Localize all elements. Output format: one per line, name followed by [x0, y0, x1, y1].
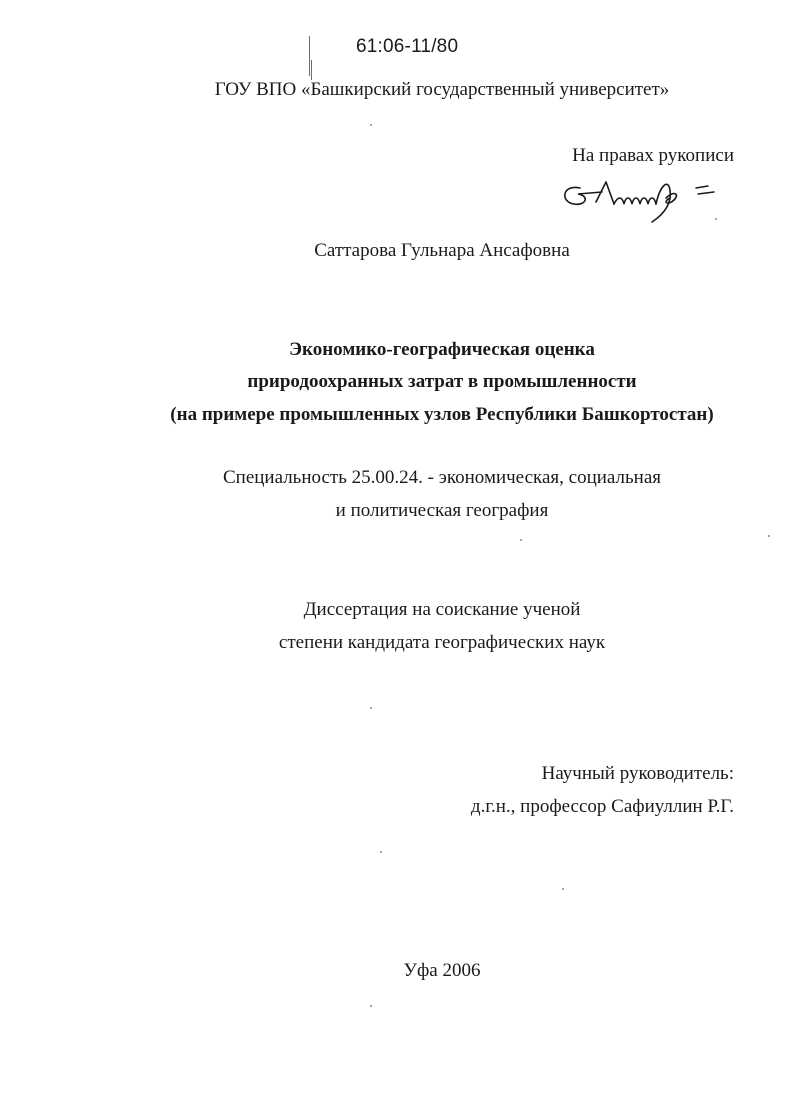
dissertation-line-2: степени кандидата географических наук — [278, 632, 606, 653]
dissertation-line-1: Диссертация на соискание ученой — [303, 599, 581, 620]
catalog-number: 61:06-11/80 — [356, 36, 459, 57]
title-line-2: природоохранных затрат в промышленности — [247, 371, 637, 392]
scan-speck — [768, 535, 770, 537]
specialty-line-1: Специальность 25.00.24. - экономическая, социальная — [222, 467, 661, 488]
scan-speck — [520, 539, 522, 541]
institution-name: ГОУ ВПО «Башкирский государственный университет» — [214, 79, 670, 100]
title-line-3: (на примере промышленных узлов Республики Башкортостан) — [170, 404, 714, 425]
supervisor-name: д.г.н., профессор Сафиуллин Р.Г. — [470, 796, 734, 817]
supervisor-label: Научный руководитель: — [541, 763, 734, 784]
author-name: Саттарова Гульнара Ансафовна — [314, 240, 570, 261]
scan-speck — [370, 124, 372, 126]
scan-speck — [370, 707, 372, 709]
city-year: Уфа 2006 — [403, 960, 481, 981]
scan-speck — [380, 851, 382, 853]
title-line-1: Экономико-географическая оценка — [289, 339, 595, 360]
signature — [556, 168, 726, 228]
scan-speck — [715, 218, 717, 220]
specialty-line-2: и политическая география — [335, 500, 549, 521]
scan-mark — [311, 60, 312, 80]
scan-speck — [562, 888, 564, 890]
scan-speck — [370, 1005, 372, 1007]
scan-mark — [309, 36, 310, 76]
rights-note: На правах рукописи — [572, 145, 734, 166]
